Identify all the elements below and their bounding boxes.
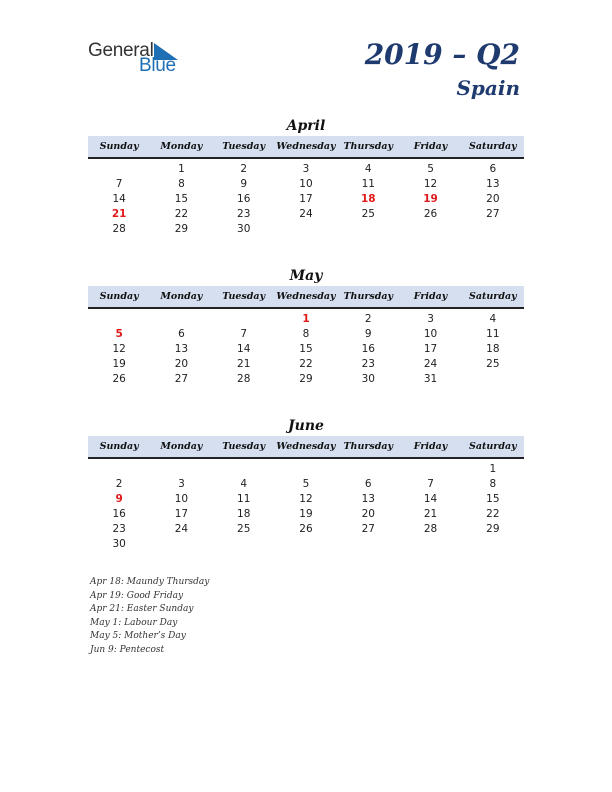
day-cell: 3 — [302, 163, 310, 175]
day-cell: 30 — [237, 223, 251, 235]
day-cell — [275, 537, 337, 552]
day-cell: 20 — [174, 358, 189, 370]
weekday-label: Wednesday — [276, 141, 336, 152]
day-cell — [337, 462, 399, 477]
day-cell: 21 — [237, 358, 251, 370]
day-cell: 20 — [361, 508, 375, 520]
day-cell: 23 — [112, 523, 126, 535]
week-row — [88, 342, 524, 357]
week-row — [88, 522, 524, 537]
weekday-label: Thursday — [343, 141, 394, 152]
day-cell: 25 — [237, 523, 251, 535]
day-cell: 20 — [486, 193, 500, 205]
weekday-label: Friday — [413, 291, 448, 302]
day-cell: 19 — [299, 508, 313, 520]
holiday-day-cell: 1 — [302, 313, 310, 325]
day-cell: 13 — [486, 178, 500, 190]
weekday-label: Monday — [160, 291, 203, 302]
day-cell: 2 — [240, 163, 248, 175]
day-cell: 28 — [112, 223, 126, 235]
week-row — [88, 507, 524, 522]
day-cell: 29 — [486, 523, 500, 535]
week-row — [88, 207, 524, 222]
day-cell: 14 — [112, 193, 126, 205]
weekday-label: Saturday — [469, 441, 517, 452]
day-cell — [462, 372, 524, 387]
day-cell: 8 — [302, 328, 310, 340]
weekday-label: Sunday — [99, 291, 139, 302]
weekday-label: Sunday — [99, 141, 139, 152]
week-row — [88, 537, 524, 552]
day-cell: 6 — [178, 328, 185, 340]
month-june — [88, 416, 524, 552]
day-cell: 2 — [115, 478, 123, 490]
day-cell: 28 — [237, 373, 251, 385]
day-cell — [462, 222, 524, 237]
day-cell: 29 — [174, 223, 189, 235]
day-cell: 14 — [237, 343, 251, 355]
day-cell: 23 — [237, 208, 251, 220]
holiday-note: May 1: Labour Day — [90, 617, 178, 628]
day-cell: 30 — [112, 538, 126, 550]
weekday-label: Wednesday — [276, 291, 336, 302]
weekday-label: Tuesday — [222, 441, 266, 452]
day-cell: 26 — [299, 523, 313, 535]
day-cell: 8 — [489, 478, 497, 490]
weekday-label: Friday — [413, 441, 448, 452]
day-cell — [399, 222, 461, 237]
holiday-note: May 5: Mother’s Day — [90, 631, 186, 642]
day-cell: 16 — [237, 193, 251, 205]
day-cell: 5 — [427, 163, 434, 175]
day-cell — [337, 537, 399, 552]
month-name: June — [288, 418, 324, 434]
country-subtitle: Spain — [456, 76, 520, 100]
day-cell: 18 — [237, 508, 251, 520]
day-cell — [213, 537, 275, 552]
day-cell: 10 — [174, 493, 189, 505]
day-cell: 9 — [364, 328, 372, 340]
day-cell — [399, 537, 461, 552]
holiday-note: Apr 18: Maundy Thursday — [90, 577, 210, 587]
week-row — [88, 357, 524, 372]
week-row — [88, 462, 524, 477]
month-name: April — [286, 118, 326, 134]
day-cell: 22 — [174, 208, 189, 220]
weekday-label: Friday — [413, 141, 448, 152]
day-cell — [462, 537, 524, 552]
day-cell: 11 — [237, 493, 251, 505]
day-cell: 16 — [112, 508, 126, 520]
day-cell: 9 — [240, 178, 248, 190]
day-cell: 30 — [361, 373, 375, 385]
day-cell: 6 — [489, 163, 497, 175]
month-name: May — [289, 268, 323, 284]
day-cell: 13 — [174, 343, 189, 355]
day-cell — [399, 462, 461, 477]
holiday-day-cell: 19 — [423, 193, 438, 205]
day-cell: 10 — [423, 328, 438, 340]
weekday-label: Thursday — [343, 441, 394, 452]
holiday-day-cell: 5 — [115, 328, 123, 340]
day-cell: 12 — [299, 493, 313, 505]
month-april — [88, 116, 524, 237]
day-cell: 7 — [427, 478, 434, 490]
week-row — [88, 192, 524, 207]
day-cell: 10 — [299, 178, 313, 190]
weekday-header — [88, 286, 524, 309]
holiday-note: Apr 19: Good Friday — [90, 590, 184, 601]
weekday-label: Monday — [160, 141, 203, 152]
day-cell: 27 — [174, 373, 189, 385]
weekday-label: Wednesday — [276, 441, 336, 452]
day-cell: 23 — [361, 358, 375, 370]
day-cell: 4 — [364, 163, 372, 175]
day-cell: 19 — [112, 358, 126, 370]
day-cell: 2 — [364, 313, 372, 325]
holiday-day-cell: 21 — [111, 208, 127, 220]
logo — [88, 40, 188, 76]
day-cell — [150, 312, 212, 327]
day-cell: 12 — [112, 343, 126, 355]
day-cell — [275, 222, 337, 237]
week-row — [88, 327, 524, 342]
week-row — [88, 492, 524, 507]
day-cell: 27 — [361, 523, 375, 535]
day-cell: 25 — [361, 208, 375, 220]
day-cell — [337, 222, 399, 237]
logo-general-text: General — [88, 40, 154, 61]
weekday-label: Tuesday — [222, 141, 266, 152]
day-cell — [213, 312, 275, 327]
day-cell: 18 — [486, 343, 500, 355]
day-cell: 15 — [486, 493, 500, 505]
holiday-day-cell: 9 — [115, 493, 123, 505]
weekday-header — [88, 136, 524, 159]
day-cell: 8 — [178, 178, 185, 190]
day-cell — [275, 462, 337, 477]
day-cell: 11 — [361, 178, 375, 190]
weekday-label: Saturday — [469, 141, 517, 152]
day-cell: 28 — [423, 523, 438, 535]
day-cell: 24 — [423, 358, 438, 370]
week-row — [88, 222, 524, 237]
weekday-label: Sunday — [99, 441, 139, 452]
weekday-label: Tuesday — [222, 291, 266, 302]
week-row — [88, 177, 524, 192]
day-cell: 1 — [489, 463, 497, 475]
month-may — [88, 266, 524, 387]
week-row — [88, 162, 524, 177]
day-cell: 3 — [178, 478, 185, 490]
day-cell: 24 — [174, 523, 189, 535]
logo-blue-text: Blue — [139, 55, 176, 76]
weekday-label: Thursday — [343, 291, 394, 302]
day-cell: 26 — [423, 208, 438, 220]
day-cell: 7 — [115, 178, 123, 190]
day-cell: 1 — [178, 163, 185, 175]
day-cell: 15 — [299, 343, 313, 355]
day-cell — [150, 462, 212, 477]
day-cell: 7 — [240, 328, 248, 340]
day-cell: 25 — [486, 358, 500, 370]
day-cell — [88, 312, 150, 327]
weekday-header — [88, 436, 524, 459]
day-cell: 16 — [361, 343, 375, 355]
day-cell: 27 — [486, 208, 500, 220]
day-cell: 22 — [299, 358, 313, 370]
page-title: 2019 – Q2 — [364, 38, 520, 71]
day-cell: 11 — [486, 328, 500, 340]
day-cell — [213, 462, 275, 477]
day-cell: 6 — [364, 478, 372, 490]
day-cell: 4 — [489, 313, 497, 325]
day-cell: 26 — [112, 373, 126, 385]
day-cell: 17 — [299, 193, 313, 205]
day-cell: 17 — [423, 343, 438, 355]
holiday-day-cell: 18 — [360, 193, 376, 205]
week-row — [88, 312, 524, 327]
day-cell: 3 — [427, 313, 434, 325]
day-cell: 29 — [299, 373, 313, 385]
holiday-notes — [90, 576, 209, 658]
day-cell: 13 — [361, 493, 375, 505]
day-cell: 5 — [302, 478, 310, 490]
day-cell: 4 — [240, 478, 248, 490]
day-cell: 24 — [299, 208, 313, 220]
holiday-note: Apr 21: Easter Sunday — [90, 604, 194, 615]
weekday-label: Monday — [160, 441, 203, 452]
day-cell: 31 — [423, 373, 438, 385]
day-cell — [88, 462, 150, 477]
week-row — [88, 477, 524, 492]
day-cell: 17 — [174, 508, 189, 520]
day-cell: 22 — [486, 508, 500, 520]
day-cell: 12 — [423, 178, 438, 190]
week-row — [88, 372, 524, 387]
day-cell: 21 — [423, 508, 438, 520]
day-cell — [88, 162, 150, 177]
holiday-note: Jun 9: Pentecost — [90, 644, 165, 655]
day-cell: 14 — [423, 493, 438, 505]
weekday-label: Saturday — [469, 291, 517, 302]
day-cell — [150, 537, 212, 552]
day-cell: 15 — [174, 193, 189, 205]
